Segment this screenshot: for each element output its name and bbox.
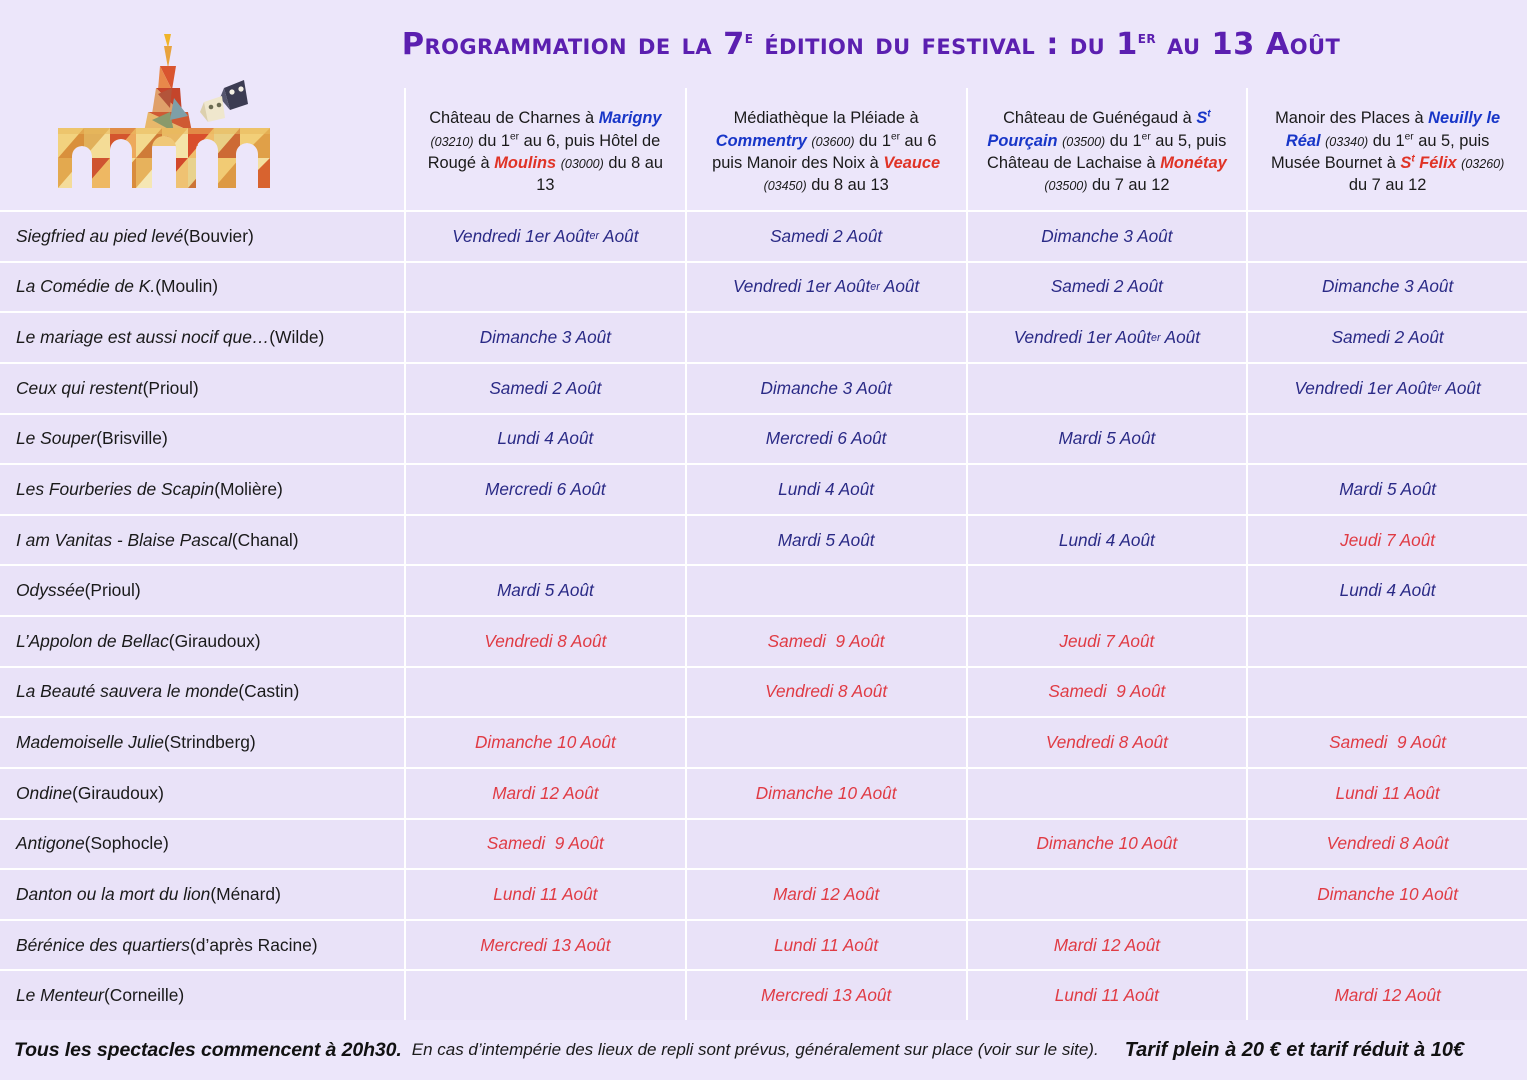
dates-4b: du 7 au 12 — [1348, 176, 1427, 195]
show-author: (Molière) — [214, 478, 283, 499]
date-cell-empty — [404, 668, 685, 717]
price-note: Tarif plein à 20 € et tarif réduit à 10€ — [1124, 1038, 1465, 1061]
show-author: (Giraudoux) — [168, 630, 261, 651]
venue-name-4a: Manoir des Places à — [1275, 109, 1429, 128]
show-title-cell — [0, 921, 404, 970]
show-title: Mademoiselle Julie — [16, 732, 164, 753]
column-header-3 — [966, 88, 1247, 210]
show-title-cell — [0, 263, 404, 312]
show-title-cell — [0, 668, 404, 717]
date-cell-empty — [404, 516, 685, 565]
date-cell: Dimanche 3 Août — [404, 313, 685, 362]
date-cell: Samedi 2 Août — [404, 364, 685, 413]
date-cell-empty — [1246, 921, 1527, 970]
poster-banner — [0, 0, 1527, 88]
postcode-3a: (03500) — [1062, 134, 1106, 149]
date-cell: Vendredi 8 Août — [966, 718, 1247, 767]
date-ordinal-suffix: er — [589, 230, 599, 243]
dates-3a: du 1 — [1105, 131, 1142, 150]
show-title-cell — [0, 465, 404, 514]
table-row — [0, 769, 1527, 820]
dates-1a: du 1 — [473, 131, 511, 150]
date-cell: Mardi 5 Août — [404, 566, 685, 615]
title-pre: Programmation de la 7 — [401, 26, 745, 62]
date-cell: Dimanche 10 Août — [685, 769, 966, 818]
postcode-3b: (03500) — [1044, 179, 1088, 194]
date-cell: Mercredi 13 Août — [685, 971, 966, 1020]
date-cell: Mardi 12 Août — [966, 921, 1247, 970]
table-row — [0, 364, 1527, 415]
date-cell: Dimanche 3 Août — [1246, 263, 1527, 312]
date-text: Vendredi 1er Août — [1294, 377, 1432, 398]
show-title-cell — [0, 313, 404, 362]
show-author: (Brisville) — [96, 428, 168, 449]
date-cell-empty — [1246, 617, 1527, 666]
date-cell: Dimanche 3 Août — [966, 212, 1247, 261]
date-cell-empty — [685, 566, 966, 615]
show-title: Ceux qui restent — [16, 377, 143, 398]
date-cell-empty — [966, 465, 1247, 514]
title-sup-1er: er — [1137, 27, 1157, 48]
date-cell — [685, 263, 966, 312]
show-author: (Chanal) — [231, 529, 299, 550]
date-cell: Mardi 12 Août — [404, 769, 685, 818]
show-author: (Ménard) — [210, 883, 281, 904]
date-cell: Lundi 4 Août — [966, 516, 1247, 565]
date-cell-empty — [966, 769, 1247, 818]
venue-name-1b: au 6, puis Hôtel de Rougé à — [427, 131, 661, 172]
column-header-1 — [404, 88, 685, 210]
date-cell: Dimanche 10 Août — [404, 718, 685, 767]
date-cell-empty — [404, 263, 685, 312]
show-author: (Prioul) — [84, 580, 141, 601]
city-name-3a: $S^t$ Pourçain — [987, 108, 1211, 150]
postcode-2b: (03450) — [763, 179, 807, 194]
show-title: Le mariage est aussi nocif que… — [16, 327, 270, 348]
show-author: (Wilde) — [269, 327, 325, 348]
date-cell: Mardi 12 Août — [1246, 971, 1527, 1020]
city-name-4b: $S^t$ Félix — [1400, 153, 1457, 172]
show-author: (Prioul) — [142, 377, 199, 398]
postcode-1a: (03210) — [430, 134, 474, 149]
date-cell-empty — [685, 313, 966, 362]
dates-3b: du 7 au 12 — [1087, 176, 1170, 195]
show-title-cell — [0, 212, 404, 261]
table-row — [0, 617, 1527, 668]
sup-er-2: er — [890, 131, 900, 143]
date-cell: Samedi 9 Août — [966, 668, 1247, 717]
city-name-3b: Monétay — [1160, 154, 1227, 172]
programme-table-body — [0, 210, 1527, 1020]
date-cell: Jeudi 7 Août — [966, 617, 1247, 666]
date-cell: Samedi 2 Août — [966, 263, 1247, 312]
date-text-tail: Août — [599, 225, 639, 246]
table-row — [0, 516, 1527, 567]
date-cell-empty — [404, 971, 685, 1020]
show-title: La Beauté sauvera le monde — [16, 681, 239, 702]
table-row — [0, 668, 1527, 719]
date-text-tail: Août — [1160, 327, 1200, 348]
show-author: (Moulin) — [155, 276, 219, 297]
date-cell: Lundi 4 Août — [404, 415, 685, 464]
table-row — [0, 566, 1527, 617]
postcode-4b: (03260) — [1461, 157, 1505, 171]
table-row — [0, 415, 1527, 466]
title-sup-7e: e — [744, 27, 754, 48]
show-title: Les Fourberies de Scapin — [16, 478, 215, 499]
show-title-cell — [0, 820, 404, 869]
show-title-cell — [0, 971, 404, 1020]
date-cell: Lundi 11 Août — [1246, 769, 1527, 818]
date-cell: Mercredi 13 Août — [404, 921, 685, 970]
table-row — [0, 718, 1527, 769]
dates-1b: du 8 au 13 — [536, 154, 664, 195]
column-header-4 — [1246, 88, 1527, 210]
date-cell: Vendredi 8 Août — [1246, 820, 1527, 869]
show-author: (d’après Racine) — [190, 934, 318, 955]
dates-2b: du 8 au 13 — [806, 176, 889, 195]
date-cell: Vendredi 8 Août — [685, 668, 966, 717]
table-row — [0, 870, 1527, 921]
show-title: Le Menteur — [16, 985, 104, 1006]
festival-mosaic-building-logo — [48, 28, 288, 188]
show-title: I am Vanitas - Blaise Pascal — [16, 529, 232, 550]
date-cell — [404, 212, 685, 261]
column-header-2 — [685, 88, 966, 210]
table-row — [0, 465, 1527, 516]
date-cell — [966, 313, 1247, 362]
date-cell: Lundi 4 Août — [685, 465, 966, 514]
date-cell: Samedi 9 Août — [404, 820, 685, 869]
date-cell: Lundi 11 Août — [966, 971, 1247, 1020]
date-cell: Samedi 9 Août — [685, 617, 966, 666]
city-name-1b: Moulins — [494, 154, 557, 172]
show-title: Le Souper — [16, 428, 97, 449]
date-cell-empty — [1246, 212, 1527, 261]
date-cell: Lundi 4 Août — [1246, 566, 1527, 615]
table-row — [0, 921, 1527, 972]
postcode-1b: (03000) — [560, 157, 604, 171]
show-title-cell — [0, 566, 404, 615]
date-cell-empty — [1246, 415, 1527, 464]
date-cell: Jeudi 7 Août — [1246, 516, 1527, 565]
date-cell: Mercredi 6 Août — [404, 465, 685, 514]
show-title: Antigone — [16, 833, 85, 854]
table-row — [0, 971, 1527, 1020]
table-row — [0, 313, 1527, 364]
date-cell-empty — [966, 566, 1247, 615]
date-cell: Samedi 9 Août — [1246, 718, 1527, 767]
date-text: Vendredi 1er Août — [732, 276, 871, 297]
show-author: (Bouvier) — [183, 225, 254, 246]
table-row — [0, 263, 1527, 314]
title-mid: édition du festival : du 1 — [753, 26, 1138, 62]
title-post: au 13 Août — [1156, 26, 1341, 62]
show-title: L’Appolon de Bellac — [16, 630, 169, 651]
venue-name-2a: Médiathèque la Pléiade à — [733, 109, 919, 128]
show-title-cell — [0, 415, 404, 464]
city-name-4a: Neuilly le Réal — [1285, 109, 1501, 150]
date-text: Vendredi 1er Août — [452, 225, 590, 246]
date-cell: Mardi 12 Août — [685, 870, 966, 919]
city-name-2a: Commentry — [715, 131, 807, 150]
show-title: Bérénice des quartiers — [16, 934, 190, 955]
show-title-cell — [0, 769, 404, 818]
table-row — [0, 820, 1527, 871]
weather-note: En cas d’intempérie des lieux de repli sont prévus, généralement sur place (voir sur le site). — [411, 1040, 1099, 1059]
venue-name-1a: Château de Charnes à — [429, 109, 599, 128]
date-text-tail: Août — [879, 276, 920, 297]
show-title: Ondine — [16, 782, 73, 803]
date-cell: Lundi 11 Août — [685, 921, 966, 970]
venue-name-4b: au 5, puis Musée Bournet à — [1270, 131, 1490, 172]
date-ordinal-suffix: er — [870, 280, 880, 293]
showtime-note: Tous les spectacles commencent à 20h30. — [14, 1038, 402, 1061]
date-cell-empty — [966, 364, 1247, 413]
city-name-2b: Veauce — [883, 154, 941, 172]
date-cell-empty — [966, 870, 1247, 919]
date-cell — [1246, 364, 1527, 413]
date-cell: Vendredi 8 Août — [404, 617, 685, 666]
show-title-cell — [0, 718, 404, 767]
poster-footer — [0, 1020, 1527, 1080]
postcode-4a: (03340) — [1325, 134, 1369, 149]
show-title-cell — [0, 870, 404, 919]
date-cell: Mardi 5 Août — [1246, 465, 1527, 514]
show-author: (Castin) — [238, 681, 300, 702]
date-cell-empty — [1246, 668, 1527, 717]
show-title: La Comédie de K. — [16, 276, 156, 297]
date-ordinal-suffix: er — [1431, 382, 1442, 395]
sup-er-1: er — [510, 131, 520, 143]
date-ordinal-suffix: er — [1151, 331, 1161, 344]
date-cell-empty — [685, 820, 966, 869]
show-author: (Strindberg) — [163, 732, 256, 753]
date-cell: Dimanche 3 Août — [685, 364, 966, 413]
show-title-cell — [0, 364, 404, 413]
show-title-cell — [0, 516, 404, 565]
venue-name-2b: au 6 puis Manoir des Noix à — [712, 131, 937, 172]
city-name-1a: Marigny — [598, 109, 662, 128]
show-title-cell — [0, 617, 404, 666]
sup-er-4: er — [1404, 131, 1414, 143]
date-cell: Samedi 2 Août — [1246, 313, 1527, 362]
venue-name-3b: au 5, puis Château de Lachaise à — [987, 131, 1227, 172]
venue-name-3a: Château de Guénégaud à — [1003, 109, 1197, 128]
show-author: (Sophocle) — [84, 833, 169, 854]
show-author: (Corneille) — [103, 985, 185, 1006]
date-cell: Mardi 5 Août — [685, 516, 966, 565]
sup-er-3: er — [1141, 131, 1151, 143]
date-cell: Mardi 5 Août — [966, 415, 1247, 464]
show-title: Danton ou la mort du lion — [16, 883, 211, 904]
table-row — [0, 212, 1527, 263]
date-cell: Dimanche 10 Août — [1246, 870, 1527, 919]
date-text: Vendredi 1er Août — [1013, 327, 1152, 348]
date-cell: Samedi 2 Août — [685, 212, 966, 261]
dates-4a: du 1 — [1368, 131, 1405, 150]
date-cell: Mercredi 6 Août — [685, 415, 966, 464]
date-cell: Dimanche 10 Août — [966, 820, 1247, 869]
date-text-tail: Août — [1441, 377, 1481, 398]
date-cell-empty — [685, 718, 966, 767]
show-title: Odyssée — [16, 580, 85, 601]
date-cell: Lundi 11 Août — [404, 870, 685, 919]
show-title: Siegfried au pied levé — [16, 225, 184, 246]
postcode-2a: (03600) — [811, 134, 855, 149]
dates-2a: du 1 — [854, 131, 891, 150]
show-author: (Giraudoux) — [72, 782, 164, 803]
